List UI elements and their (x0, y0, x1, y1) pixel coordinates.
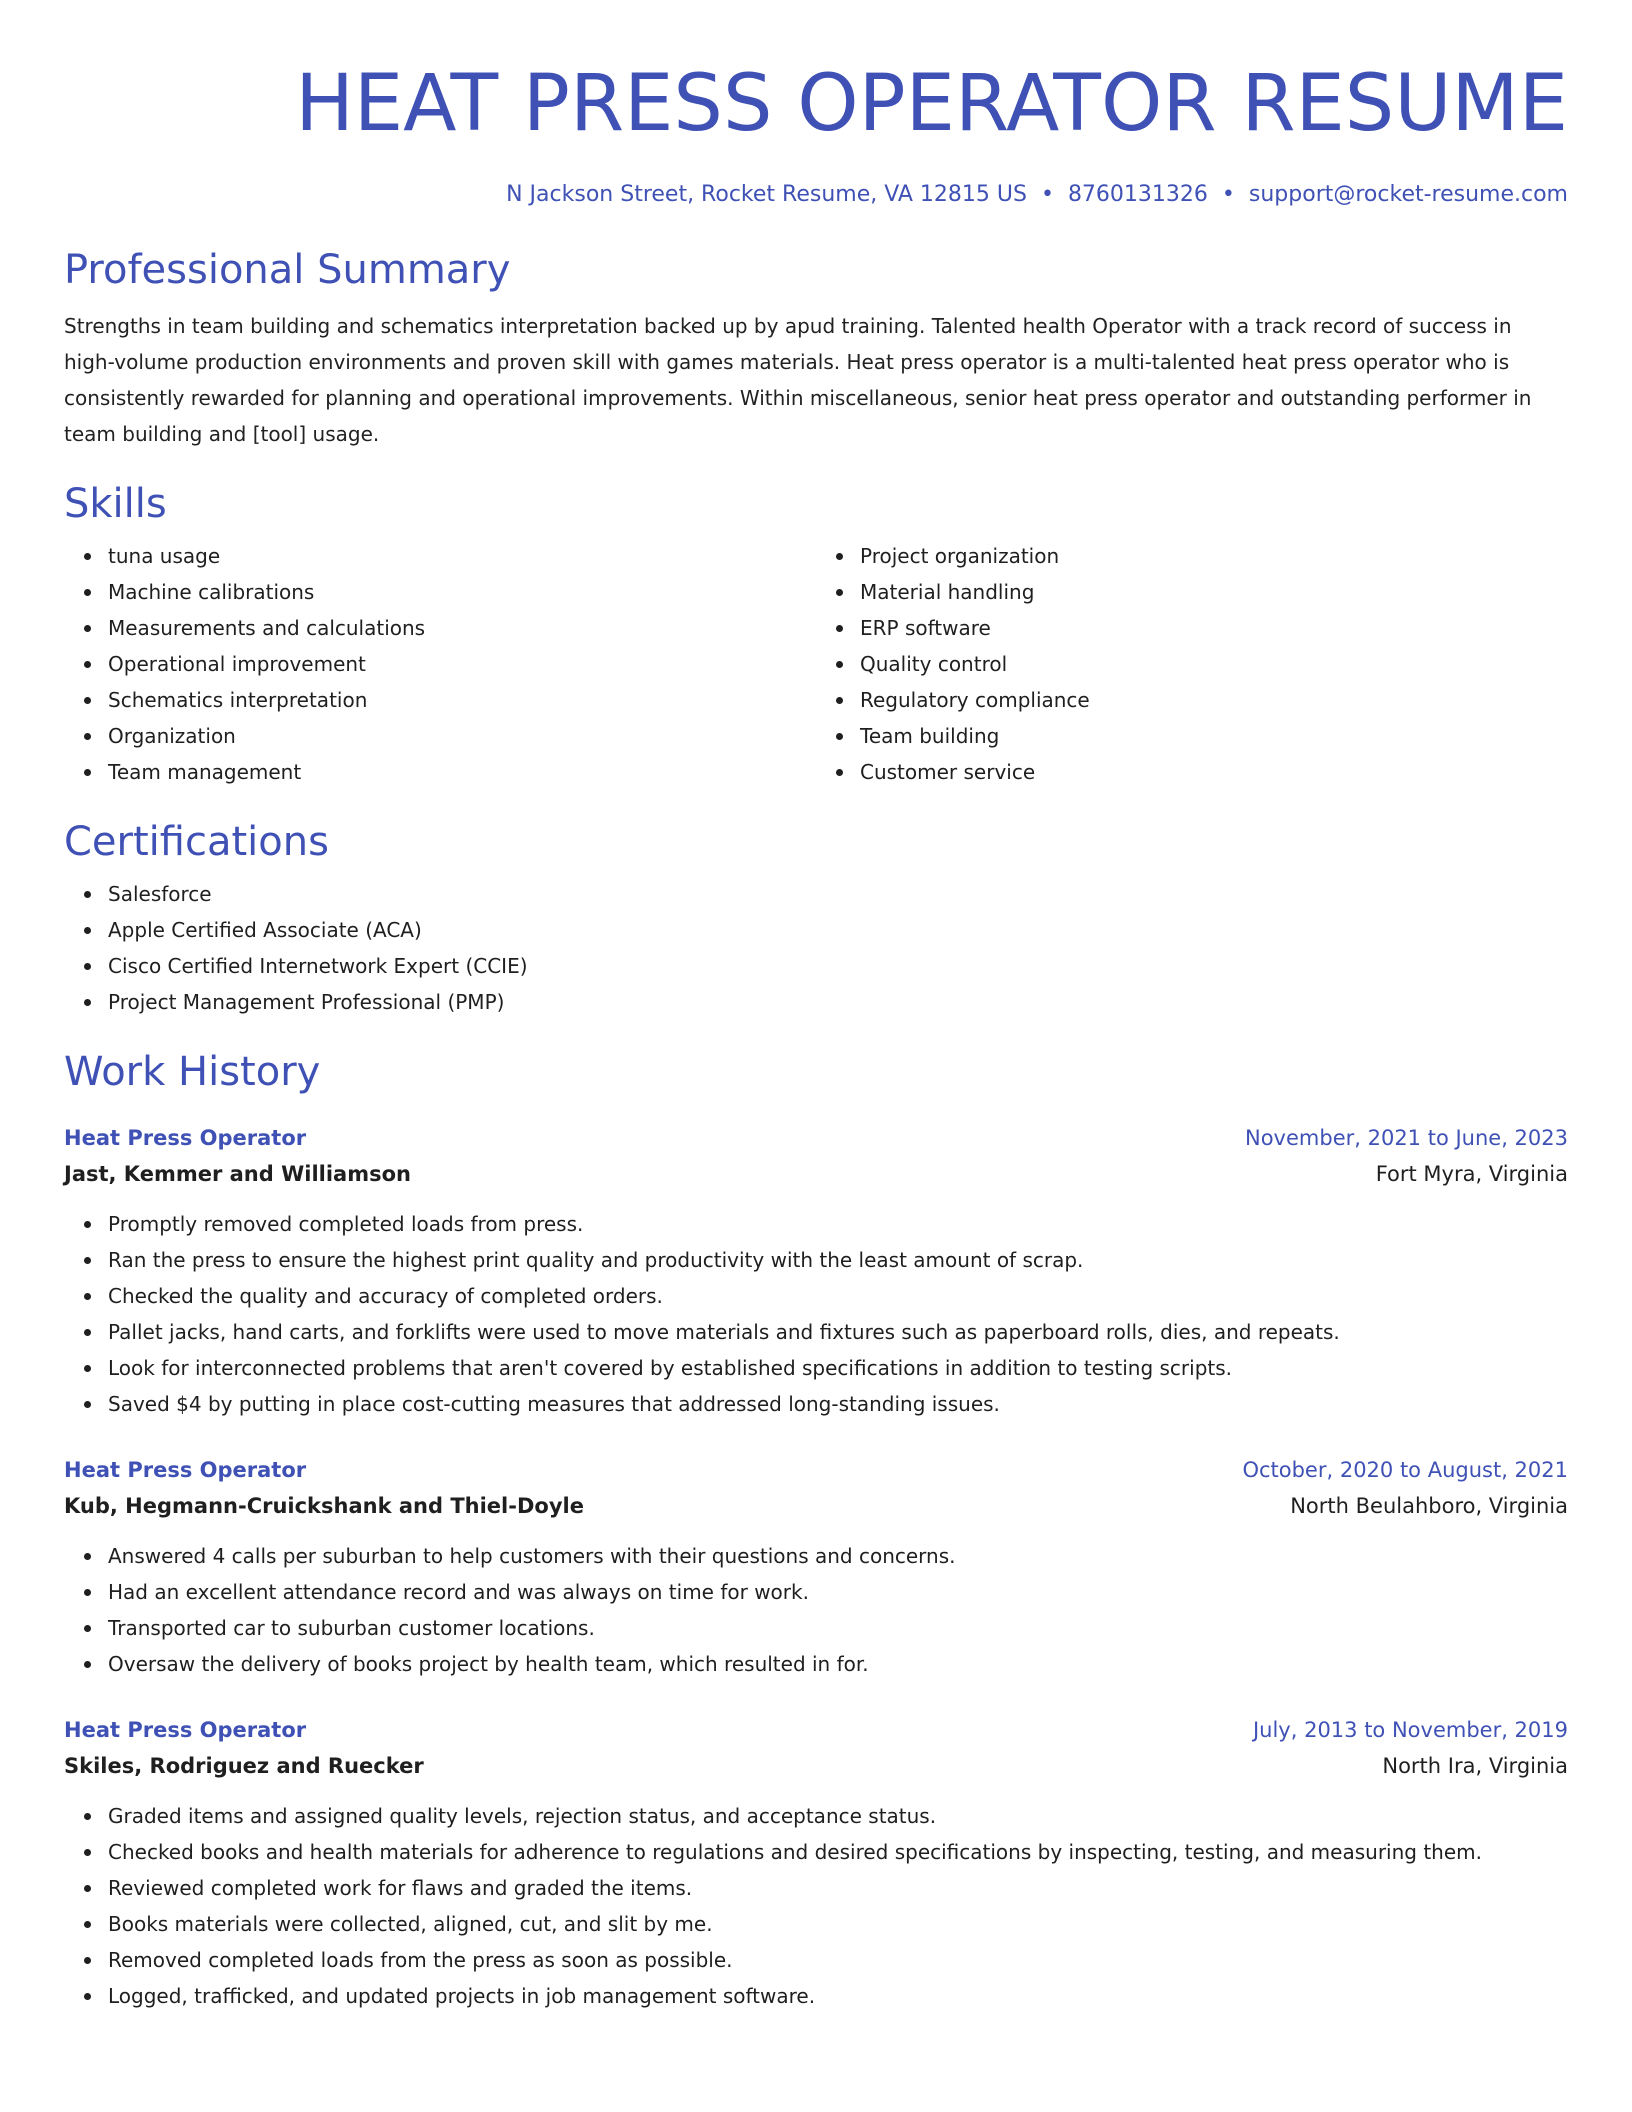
resume-page (64, 0, 1568, 2014)
job-company: Kub, Hegmann-Cruickshank and Thiel-Doyle (64, 1494, 584, 1518)
certifications-heading: Certifications (64, 819, 329, 865)
contact-address: N Jackson Street, Rocket Resume, VA 12815 US (506, 182, 1027, 207)
job-header-row (64, 1452, 1568, 1488)
job-company-row (64, 1748, 1568, 1784)
skill-item: Measurements and calculations (108, 610, 816, 646)
job-company: Jast, Kemmer and Williamson (64, 1162, 411, 1186)
job-entry (64, 1712, 1568, 2014)
skill-item: Operational improvement (108, 646, 816, 682)
job-duty-item: Books materials were collected, aligned, cut, and slit by me. (108, 1906, 1568, 1942)
contact-line (64, 180, 1568, 210)
skill-item: tuna usage (108, 538, 816, 574)
contact-phone: 8760131326 (1067, 182, 1208, 207)
job-header-row (64, 1120, 1568, 1156)
job-dates: November, 2021 to June, 2023 (1245, 1126, 1568, 1150)
skills-heading: Skills (64, 481, 167, 527)
certification-item: Apple Certified Associate (ACA) (108, 912, 1568, 948)
job-duty-item: Answered 4 calls per suburban to help customers with their questions and concerns. (108, 1538, 1568, 1574)
summary-text: Strengths in team building and schematics interpretation backed up by apud training. Talented health Operator with a track record of success in high-volume production environments and proven skill with games materials. Heat press operator is a multi-talented heat press operator who is consistently rewarded for planning and operational improvements. Within miscellaneous, senior heat press operator and outstanding performer in team building and [tool] usage. (64, 314, 1532, 446)
skill-item: Schematics interpretation (108, 682, 816, 718)
job-duty-item: Reviewed completed work for flaws and graded the items. (108, 1870, 1568, 1906)
skill-item: Quality control (860, 646, 1568, 682)
job-duty-item: Checked the quality and accuracy of completed orders. (108, 1278, 1568, 1314)
job-duty-item: Look for interconnected problems that aren't covered by established specifications in addition to testing scripts. (108, 1350, 1568, 1386)
skill-item: Regulatory compliance (860, 682, 1568, 718)
job-company-row (64, 1156, 1568, 1192)
job-company-row (64, 1488, 1568, 1524)
job-dates: July, 2013 to November, 2019 (1252, 1718, 1568, 1742)
job-duties-list (64, 1206, 1568, 1422)
job-title: Heat Press Operator (64, 1458, 307, 1482)
certification-item: Project Management Professional (PMP) (108, 984, 1568, 1020)
job-entry (64, 1452, 1568, 1682)
job-duty-item: Oversaw the delivery of books project by health team, which resulted in for. (108, 1646, 1568, 1682)
job-duties-list (64, 1538, 1568, 1682)
certification-item: Cisco Certified Internetwork Expert (CCIE) (108, 948, 1568, 984)
skill-item: Project organization (860, 538, 1568, 574)
job-location: North Ira, Virginia (1382, 1754, 1568, 1778)
job-duty-item: Had an excellent attendance record and was always on time for work. (108, 1574, 1568, 1610)
skills-list (64, 538, 1568, 790)
job-duties-list (64, 1798, 1568, 2014)
contact-separator: • (1040, 182, 1054, 207)
job-entry (64, 1120, 1568, 1422)
certifications-list (64, 876, 1568, 1020)
job-duty-item: Graded items and assigned quality levels, rejection status, and acceptance status. (108, 1798, 1568, 1834)
job-duty-item: Saved $4 by putting in place cost-cutting measures that addressed long-standing issues. (108, 1386, 1568, 1422)
skills-column-left (64, 538, 816, 790)
contact-email: support@rocket-resume.com (1248, 182, 1568, 207)
job-title: Heat Press Operator (64, 1718, 307, 1742)
job-duty-item: Promptly removed completed loads from press. (108, 1206, 1568, 1242)
job-duty-item: Transported car to suburban customer locations. (108, 1610, 1568, 1646)
job-duty-item: Checked books and health materials for adherence to regulations and desired specifications by inspecting, testing, and measuring them. (108, 1834, 1568, 1870)
job-company: Skiles, Rodriguez and Ruecker (64, 1754, 424, 1778)
skill-item: Material handling (860, 574, 1568, 610)
skill-item: Organization (108, 718, 816, 754)
job-header-row (64, 1712, 1568, 1748)
job-dates: October, 2020 to August, 2021 (1242, 1458, 1568, 1482)
job-location: North Beulahboro, Virginia (1290, 1494, 1568, 1518)
job-location: Fort Myra, Virginia (1375, 1162, 1568, 1186)
skill-item: Team management (108, 754, 816, 790)
work-history-heading: Work History (64, 1049, 321, 1095)
summary-heading: Professional Summary (64, 247, 511, 293)
contact-separator: • (1221, 182, 1235, 207)
job-duty-item: Ran the press to ensure the highest print quality and productivity with the least amount of scrap. (108, 1242, 1568, 1278)
skill-item: ERP software (860, 610, 1568, 646)
skill-item: Customer service (860, 754, 1568, 790)
certification-item: Salesforce (108, 876, 1568, 912)
skill-item: Team building (860, 718, 1568, 754)
job-duty-item: Pallet jacks, hand carts, and forklifts were used to move materials and fixtures such as paperboard rolls, dies, and repeats. (108, 1314, 1568, 1350)
job-title: Heat Press Operator (64, 1126, 307, 1150)
job-duty-item: Logged, trafficked, and updated projects in job management software. (108, 1978, 1568, 2014)
resume-title: HEAT PRESS OPERATOR RESUME (295, 59, 1568, 149)
skills-column-right (816, 538, 1568, 790)
job-duty-item: Removed completed loads from the press as soon as possible. (108, 1942, 1568, 1978)
skill-item: Machine calibrations (108, 574, 816, 610)
